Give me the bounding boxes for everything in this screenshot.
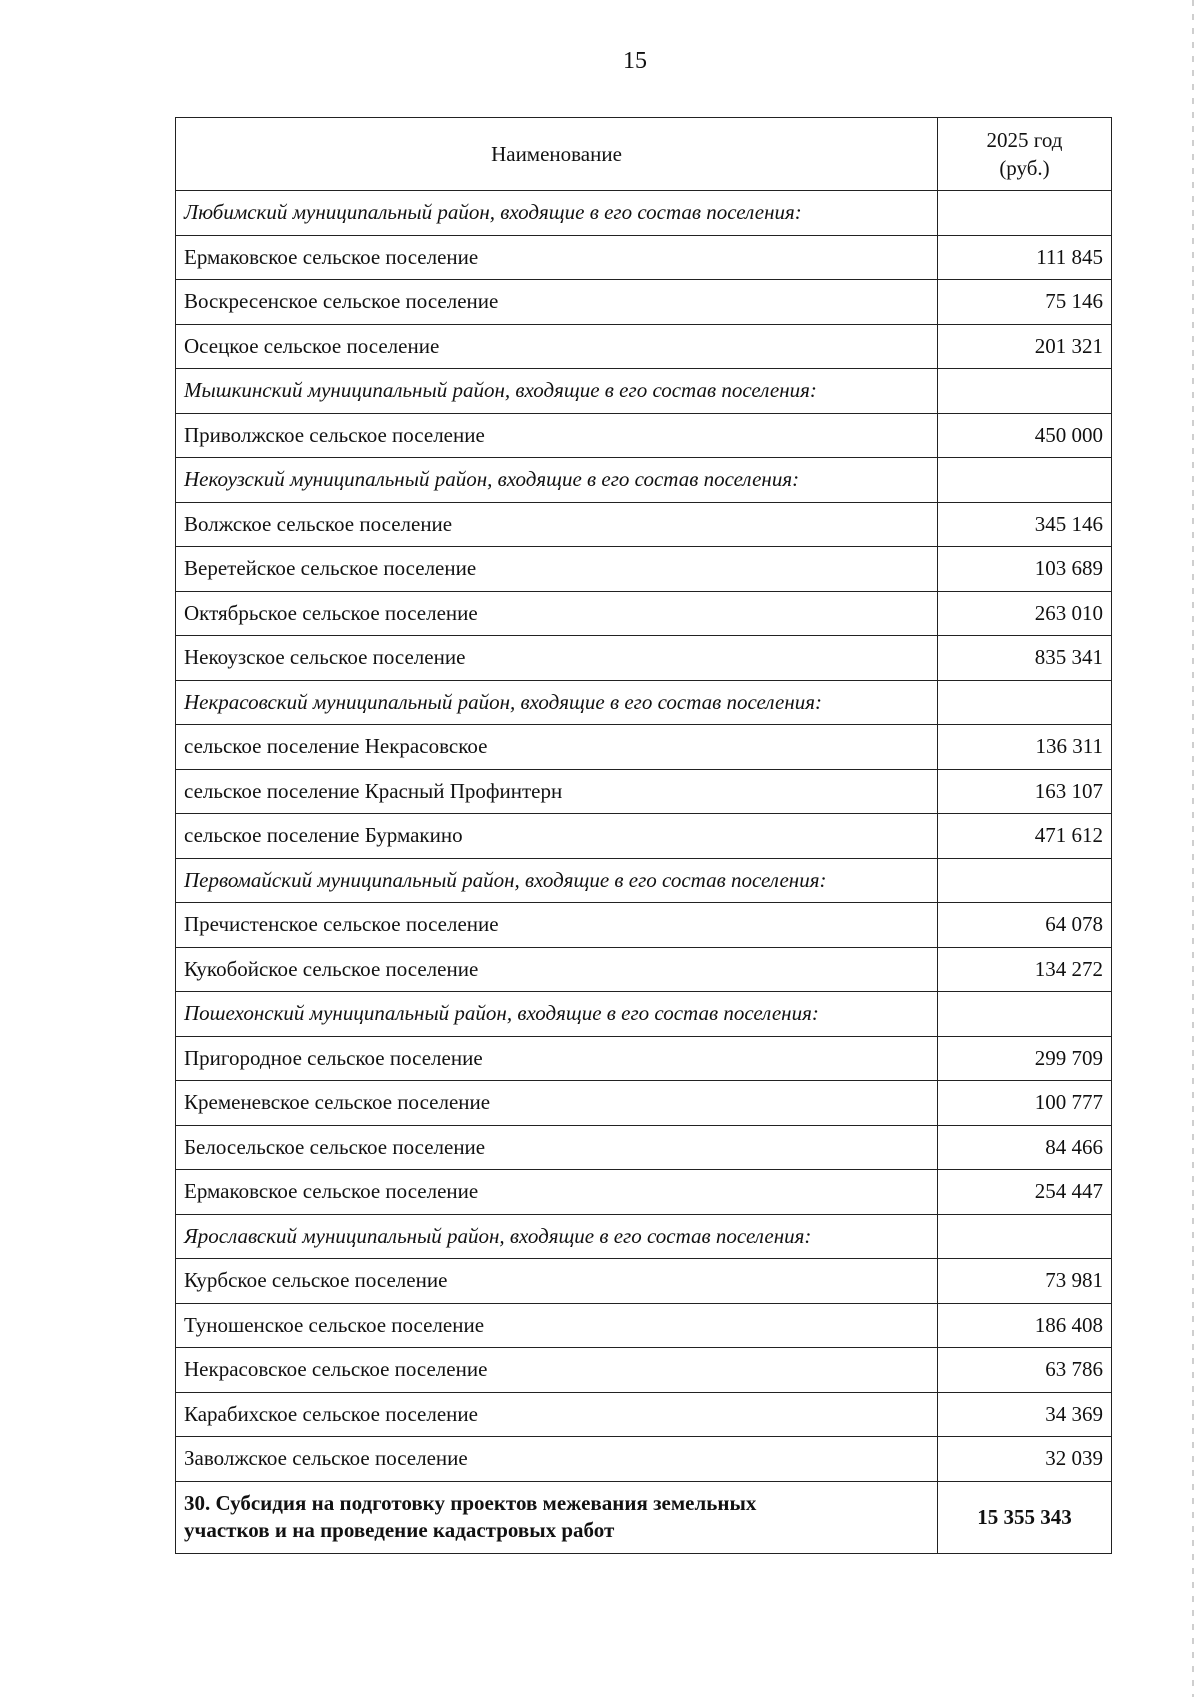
table-row [176, 947, 1112, 992]
table-body [176, 191, 1112, 1482]
header-name-label: Наименование [491, 142, 622, 166]
header-amount [938, 118, 1112, 191]
settlement-name: Осецкое сельское поселение [176, 324, 938, 369]
settlement-name: сельское поселение Некрасовское [176, 725, 938, 770]
table-group-row [176, 858, 1112, 903]
table-row [176, 1081, 1112, 1126]
amount-cell: 103 689 [938, 547, 1112, 592]
district-name: Некрасовский муниципальный район, входящие в его состав поселения: [176, 680, 938, 725]
settlement-name: Некрасовское сельское поселение [176, 1348, 938, 1393]
settlement-name: Кукобойское сельское поселение [176, 947, 938, 992]
amount-cell [938, 458, 1112, 503]
amount-cell: 450 000 [938, 413, 1112, 458]
table-total [176, 1481, 1112, 1553]
settlement-name: Ермаковское сельское поселение [176, 235, 938, 280]
amount-cell: 134 272 [938, 947, 1112, 992]
district-name: Некоузский муниципальный район, входящие в его состав поселения: [176, 458, 938, 503]
district-name: Ярославский муниципальный район, входящие в его состав поселения: [176, 1214, 938, 1259]
amount-cell: 263 010 [938, 591, 1112, 636]
amount-cell [938, 858, 1112, 903]
settlement-name: Карабихское сельское поселение [176, 1392, 938, 1437]
table-row [176, 814, 1112, 859]
amount-cell: 84 466 [938, 1125, 1112, 1170]
table-row [176, 769, 1112, 814]
amount-cell: 254 447 [938, 1170, 1112, 1215]
total-amount: 15 355 343 [938, 1481, 1112, 1553]
amount-cell [938, 992, 1112, 1037]
table-row [176, 547, 1112, 592]
table-row [176, 591, 1112, 636]
table-group-row [176, 680, 1112, 725]
table-row [176, 502, 1112, 547]
amount-cell [938, 369, 1112, 414]
table-row [176, 1170, 1112, 1215]
table-group-row [176, 992, 1112, 1037]
settlement-name: Веретейское сельское поселение [176, 547, 938, 592]
table-row [176, 413, 1112, 458]
table-row [176, 1392, 1112, 1437]
total-name-line2: участков и на проведение кадастровых работ [184, 1518, 615, 1542]
amount-cell: 64 078 [938, 903, 1112, 948]
amount-cell [938, 191, 1112, 236]
header-name [176, 118, 938, 191]
amount-cell: 835 341 [938, 636, 1112, 681]
table-row [176, 1036, 1112, 1081]
amount-cell: 163 107 [938, 769, 1112, 814]
table-group-row [176, 458, 1112, 503]
settlement-name: Волжское сельское поселение [176, 502, 938, 547]
district-name: Первомайский муниципальный район, входящие в его состав поселения: [176, 858, 938, 903]
table-group-row [176, 1214, 1112, 1259]
settlement-name: Некоузское сельское поселение [176, 636, 938, 681]
table-row [176, 235, 1112, 280]
settlement-name: Воскресенское сельское поселение [176, 280, 938, 325]
total-row [176, 1481, 1112, 1553]
table-group-row [176, 369, 1112, 414]
table-group-row [176, 191, 1112, 236]
table-row [176, 636, 1112, 681]
table-row [176, 324, 1112, 369]
table-row [176, 1303, 1112, 1348]
total-name-line1: 30. Субсидия на подготовку проектов межевания земельных [184, 1491, 757, 1515]
amount-cell: 186 408 [938, 1303, 1112, 1348]
settlement-name: Пригородное сельское поселение [176, 1036, 938, 1081]
amount-cell: 34 369 [938, 1392, 1112, 1437]
table-row [176, 1348, 1112, 1393]
amount-cell: 136 311 [938, 725, 1112, 770]
district-name: Мышкинский муниципальный район, входящие в его состав поселения: [176, 369, 938, 414]
settlement-name: сельское поселение Бурмакино [176, 814, 938, 859]
settlement-name: сельское поселение Красный Профинтерн [176, 769, 938, 814]
header-amount-unit: (руб.) [999, 156, 1050, 180]
district-name: Любимский муниципальный район, входящие в его состав поселения: [176, 191, 938, 236]
settlement-name: Курбское сельское поселение [176, 1259, 938, 1304]
amount-cell: 345 146 [938, 502, 1112, 547]
table-row [176, 1437, 1112, 1482]
amount-cell: 32 039 [938, 1437, 1112, 1482]
scan-edge-artifact [1192, 0, 1194, 1697]
amount-cell: 299 709 [938, 1036, 1112, 1081]
amount-cell: 63 786 [938, 1348, 1112, 1393]
subsidy-table [175, 117, 1112, 1554]
settlement-name: Приволжское сельское поселение [176, 413, 938, 458]
settlement-name: Туношенское сельское поселение [176, 1303, 938, 1348]
table-row [176, 725, 1112, 770]
settlement-name: Заволжское сельское поселение [176, 1437, 938, 1482]
page-number: 15 [623, 48, 647, 74]
settlement-name: Пречистенское сельское поселение [176, 903, 938, 948]
settlement-name: Октябрьское сельское поселение [176, 591, 938, 636]
header-amount-year: 2025 год [986, 128, 1063, 152]
table-header-row [176, 118, 1112, 191]
total-name [176, 1481, 938, 1553]
amount-cell: 111 845 [938, 235, 1112, 280]
amount-cell: 201 321 [938, 324, 1112, 369]
amount-cell: 75 146 [938, 280, 1112, 325]
amount-cell [938, 1214, 1112, 1259]
table-row [176, 1125, 1112, 1170]
settlement-name: Кременевское сельское поселение [176, 1081, 938, 1126]
table-row [176, 1259, 1112, 1304]
district-name: Пошехонский муниципальный район, входящие в его состав поселения: [176, 992, 938, 1037]
table-row [176, 903, 1112, 948]
amount-cell [938, 680, 1112, 725]
amount-cell: 100 777 [938, 1081, 1112, 1126]
amount-cell: 73 981 [938, 1259, 1112, 1304]
table-row [176, 280, 1112, 325]
amount-cell: 471 612 [938, 814, 1112, 859]
settlement-name: Белосельское сельское поселение [176, 1125, 938, 1170]
settlement-name: Ермаковское сельское поселение [176, 1170, 938, 1215]
